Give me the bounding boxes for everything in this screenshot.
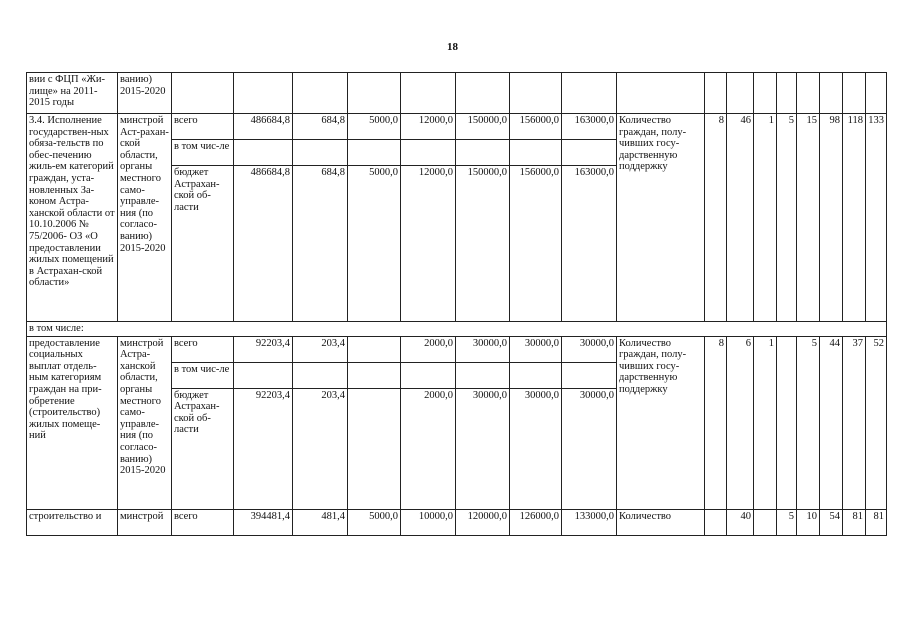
amount-cell: 163000,0	[562, 166, 617, 322]
indicator-value: 44	[820, 336, 843, 509]
indicator-value: 15	[797, 114, 820, 322]
indicator-value: 54	[820, 509, 843, 535]
indicator-value: 6	[727, 336, 754, 509]
amount-cell: 684,8	[293, 166, 348, 322]
amount-cell: 203,4	[293, 388, 348, 509]
source-total: всего	[172, 509, 234, 535]
amount-cell: 156000,0	[510, 166, 562, 322]
page-number: 18	[447, 41, 458, 53]
amount-cell: 481,4	[293, 509, 348, 535]
indicator-value: 81	[866, 509, 887, 535]
source-budget: бюджет Астрахан-ской об-ласти	[172, 166, 234, 322]
indicator-cell: Количество	[617, 509, 705, 535]
amount-cell: 684,8	[293, 114, 348, 140]
amount-cell: 156000,0	[510, 114, 562, 140]
amount-cell: 150000,0	[456, 166, 510, 322]
amount-cell: 92203,4	[234, 388, 293, 509]
program-budget-table	[26, 72, 887, 536]
indicator-value: 10	[797, 509, 820, 535]
event-cell: 3.4. Исполнение государствен-ных обяза-тельств по обес-печению жиль-ем категорий граждан, уста-новленных За-коном Астра-ханской области от 10.10.2006 № 75/2006- ОЗ «О предоставлении жилых помещений в Астрахан-ской области»	[27, 114, 118, 322]
indicator-value: 40	[727, 509, 754, 535]
indicator-value	[705, 509, 727, 535]
amount-cell: 2000,0	[401, 388, 456, 509]
source-total: всего	[172, 114, 234, 140]
executor-cell: ванию) 2015-2020	[118, 73, 172, 114]
amount-cell: 30000,0	[562, 336, 617, 362]
amount-cell: 92203,4	[234, 336, 293, 362]
table-row	[27, 509, 887, 535]
indicator-value: 5	[777, 509, 797, 535]
indicator-value: 133	[866, 114, 887, 322]
indicator-value: 118	[843, 114, 866, 322]
indicator-value: 98	[820, 114, 843, 322]
amount-cell: 394481,4	[234, 509, 293, 535]
table-row	[27, 73, 887, 114]
amount-cell: 5000,0	[348, 114, 401, 140]
event-cell: вии с ФЦП «Жи-лище» на 2011-2015 годы	[27, 73, 118, 114]
indicator-value: 8	[705, 114, 727, 322]
executor-cell: минстрой	[118, 509, 172, 535]
indicator-value: 5	[797, 336, 820, 509]
amount-cell: 2000,0	[401, 336, 456, 362]
indicator-cell: Количество граждан, полу-чивших госу-дарственную поддержку	[617, 114, 705, 322]
source-budget: бюджет Астрахан-ской об-ласти	[172, 388, 234, 509]
executor-cell: минстрой Аст-рахан-ской области, органы местного само-управле-ния (по согласо-ванию) 2015-2020	[118, 114, 172, 322]
indicator-value: 1	[754, 336, 777, 509]
amount-cell: 486684,8	[234, 114, 293, 140]
source-including: в том чис-ле	[172, 362, 234, 388]
amount-cell: 5000,0	[348, 166, 401, 322]
amount-cell	[348, 336, 401, 362]
indicator-cell: Количество граждан, полу-чивших госу-дарственную поддержку	[617, 336, 705, 509]
indicator-value: 46	[727, 114, 754, 322]
amount-cell: 203,4	[293, 336, 348, 362]
indicator-value: 37	[843, 336, 866, 509]
amount-cell: 30000,0	[510, 336, 562, 362]
indicator-value	[777, 336, 797, 509]
amount-cell: 163000,0	[562, 114, 617, 140]
amount-cell: 30000,0	[510, 388, 562, 509]
indicator-value: 81	[843, 509, 866, 535]
event-cell: предоставление социальных выплат отдель-ным категориям граждан на при-обретение (строительство) жилых помеще-ний	[27, 336, 118, 509]
source-total: всего	[172, 336, 234, 362]
amount-cell: 5000,0	[348, 509, 401, 535]
table-row	[27, 322, 887, 337]
indicator-value: 1	[754, 114, 777, 322]
indicator-value	[754, 509, 777, 535]
executor-cell: минстрой Астра-ханской области, органы местного само-управле-ния (по согласо-ванию) 2015-2020	[118, 336, 172, 509]
indicator-value: 8	[705, 336, 727, 509]
source-including: в том чис-ле	[172, 140, 234, 166]
amount-cell: 150000,0	[456, 114, 510, 140]
amount-cell: 10000,0	[401, 509, 456, 535]
amount-cell: 133000,0	[562, 509, 617, 535]
including-label: в том числе:	[27, 322, 887, 337]
event-cell: строительство и	[27, 509, 118, 535]
amount-cell: 30000,0	[562, 388, 617, 509]
amount-cell: 12000,0	[401, 166, 456, 322]
amount-cell: 30000,0	[456, 388, 510, 509]
amount-cell	[348, 388, 401, 509]
amount-cell: 30000,0	[456, 336, 510, 362]
amount-cell: 12000,0	[401, 114, 456, 140]
amount-cell: 486684,8	[234, 166, 293, 322]
table-row	[27, 114, 887, 140]
amount-cell: 120000,0	[456, 509, 510, 535]
indicator-value: 5	[777, 114, 797, 322]
indicator-value: 52	[866, 336, 887, 509]
amount-cell: 126000,0	[510, 509, 562, 535]
table-row	[27, 336, 887, 362]
